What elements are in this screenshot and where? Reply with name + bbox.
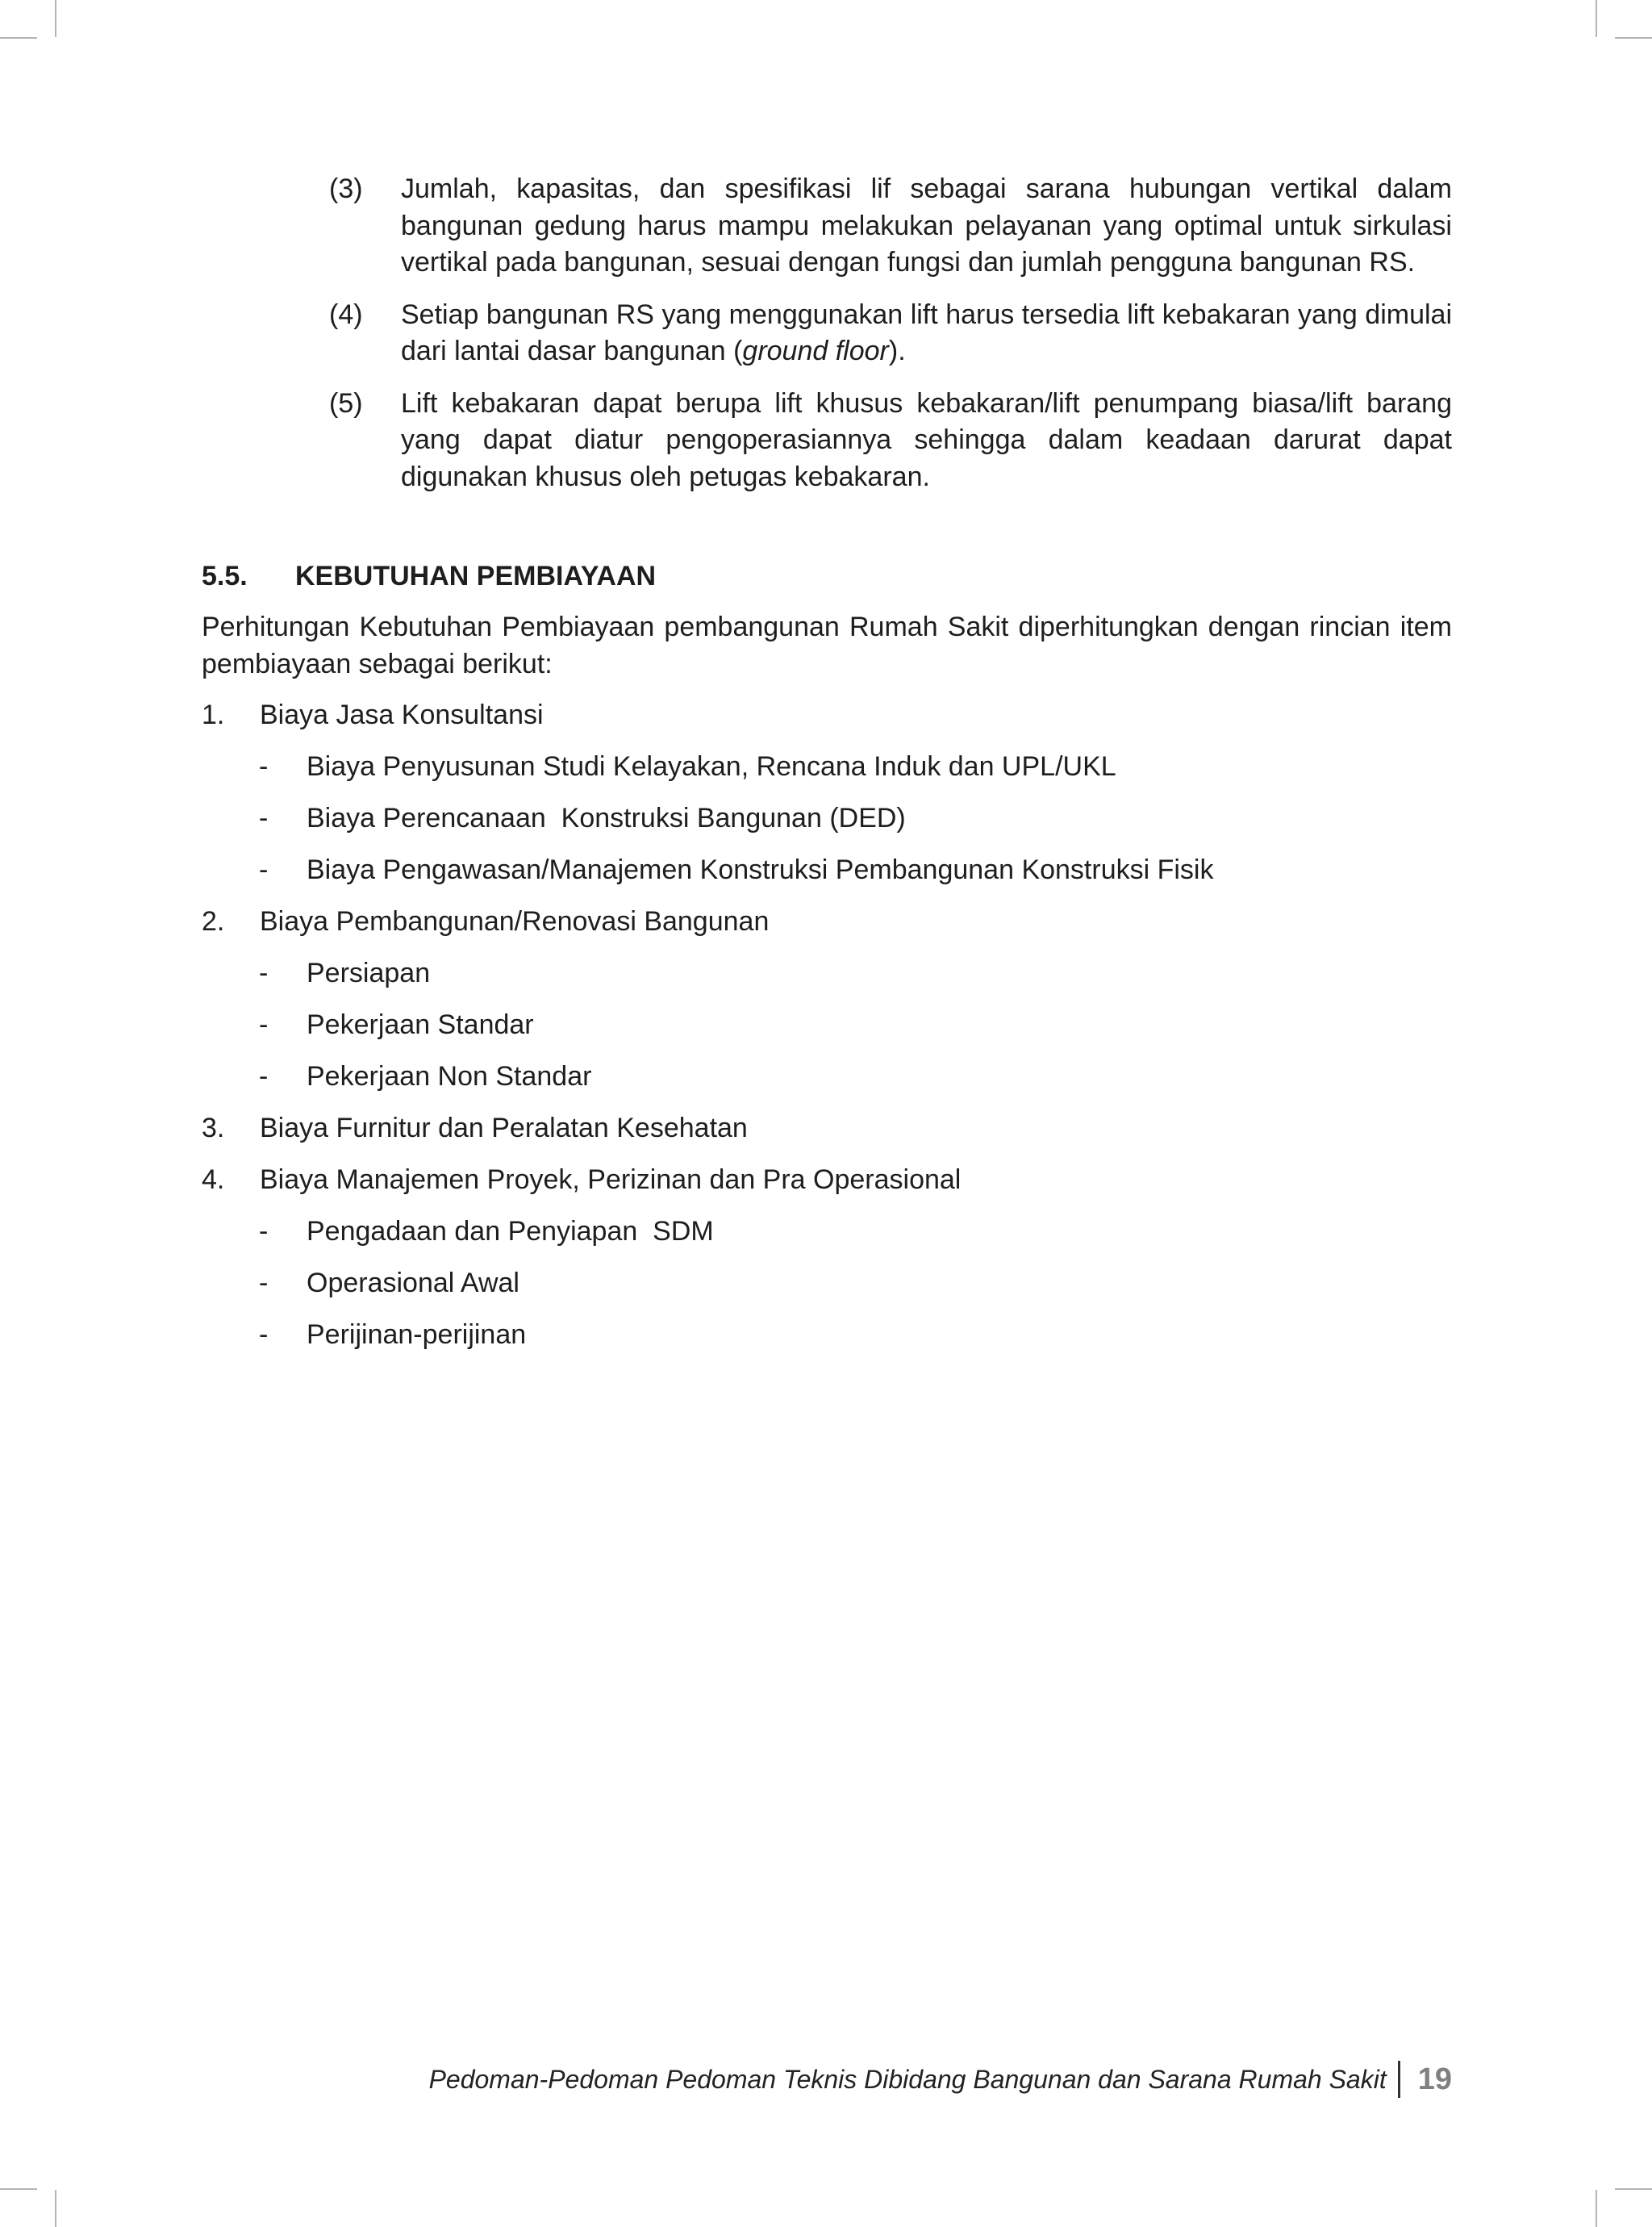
- crop-mark: [1615, 2188, 1652, 2190]
- footer-title: Pedoman-Pedoman Pedoman Teknis Dibidang Bangunan dan Sarana Rumah Sakit: [428, 2064, 1387, 2094]
- list-subitem: [202, 1265, 1452, 1317]
- list-item: [202, 1110, 1452, 1162]
- item-text: Lift kebakaran dapat berupa lift khusus kebakaran/lift penumpang biasa/lift barang yang dapat diatur pengoperasiannya sehingga dalam keadaan darurat dapat digunakan khusus oleh petugas kebakaran.: [401, 387, 1452, 492]
- list-bullet: -: [259, 1268, 269, 1298]
- list-bullet: -: [259, 803, 269, 834]
- list-text: Biaya Perencanaan Konstruksi Bangunan (DED): [307, 803, 906, 834]
- list-text: Pekerjaan Non Standar: [307, 1061, 592, 1092]
- list-subitem: [202, 1007, 1452, 1059]
- crop-mark: [55, 0, 56, 37]
- list-text: Biaya Manajemen Proyek, Perizinan dan Pra Operasional: [260, 1164, 962, 1195]
- page-number: 19: [1417, 2062, 1452, 2096]
- list-item: [202, 904, 1452, 955]
- list-text: Pekerjaan Standar: [307, 1009, 534, 1040]
- item-text-part: Setiap bangunan RS yang menggunakan lift harus tersedia lift kebakaran yang dimulai dari lantai dasar bangunan (: [401, 299, 1452, 366]
- list-item: [202, 1162, 1452, 1214]
- cost-list: [202, 697, 1452, 1368]
- list-bullet: -: [259, 1061, 269, 1092]
- crop-mark: [1596, 0, 1597, 37]
- list-text: Biaya Furnitur dan Peralatan Kesehatan: [260, 1113, 748, 1143]
- list-number: 1.: [202, 700, 225, 730]
- list-subitem: [202, 749, 1452, 800]
- footer-divider: [1398, 2061, 1400, 2098]
- list-item: [202, 697, 1452, 749]
- subsection-item: [202, 386, 1452, 496]
- list-text: Perijinan-perijinan: [307, 1319, 527, 1350]
- list-text: Biaya Penyusunan Studi Kelayakan, Rencana Induk dan UPL/UKL: [307, 751, 1116, 782]
- crop-mark: [0, 2188, 37, 2190]
- item-text-italic: ground floor: [742, 336, 889, 366]
- item-number: (5): [329, 387, 363, 419]
- subsection-item: [202, 297, 1452, 370]
- list-bullet: -: [259, 1009, 269, 1040]
- list-text: Biaya Pengawasan/Manajemen Konstruksi Pembangunan Konstruksi Fisik: [307, 854, 1214, 885]
- section-intro: Perhitungan Kebutuhan Pembiayaan pembangunan Rumah Sakit diperhitungkan dengan rincian item pembiayaan sebagai berikut:: [202, 612, 1452, 679]
- list-subitem: [202, 955, 1452, 1007]
- item-number: (4): [329, 299, 363, 330]
- list-subitem: [202, 1214, 1452, 1265]
- item-text-part: ).: [888, 336, 906, 366]
- list-text: Persiapan: [307, 958, 431, 988]
- list-text: Biaya Pembangunan/Renovasi Bangunan: [260, 906, 770, 937]
- list-text: Operasional Awal: [307, 1268, 519, 1298]
- item-number: (3): [329, 173, 363, 204]
- crop-mark: [1596, 2190, 1597, 2227]
- subsection-item: [202, 171, 1452, 282]
- section-heading: [202, 558, 1452, 595]
- list-subitem: [202, 1317, 1452, 1368]
- list-bullet: -: [259, 1216, 269, 1247]
- list-number: 3.: [202, 1113, 225, 1143]
- crop-mark: [0, 37, 37, 39]
- section-title: KEBUTUHAN PEMBIAYAAN: [295, 561, 657, 591]
- list-subitem: [202, 800, 1452, 852]
- page-footer: [429, 2059, 1452, 2100]
- section-number: 5.5.: [202, 561, 248, 591]
- list-bullet: -: [259, 751, 269, 782]
- list-text: Pengadaan dan Penyiapan SDM: [307, 1216, 714, 1247]
- list-bullet: -: [259, 854, 269, 885]
- crop-mark: [1615, 37, 1652, 39]
- page-content: [202, 171, 1452, 1368]
- list-bullet: -: [259, 958, 269, 988]
- list-text: Biaya Jasa Konsultansi: [260, 700, 544, 730]
- list-subitem: [202, 1059, 1452, 1110]
- item-text: Jumlah, kapasitas, dan spesifikasi lif sebagai sarana hubungan vertikal dalam bangunan gedung harus mampu melakukan pelayanan yang optimal untuk sirkulasi vertikal pada bangunan, sesuai dengan fungsi dan jumlah pengguna bangunan RS.: [401, 173, 1452, 278]
- item-text: [401, 297, 1452, 370]
- crop-mark: [55, 2190, 56, 2227]
- list-number: 2.: [202, 906, 225, 937]
- list-bullet: -: [259, 1319, 269, 1350]
- list-subitem: [202, 852, 1452, 904]
- list-number: 4.: [202, 1164, 225, 1195]
